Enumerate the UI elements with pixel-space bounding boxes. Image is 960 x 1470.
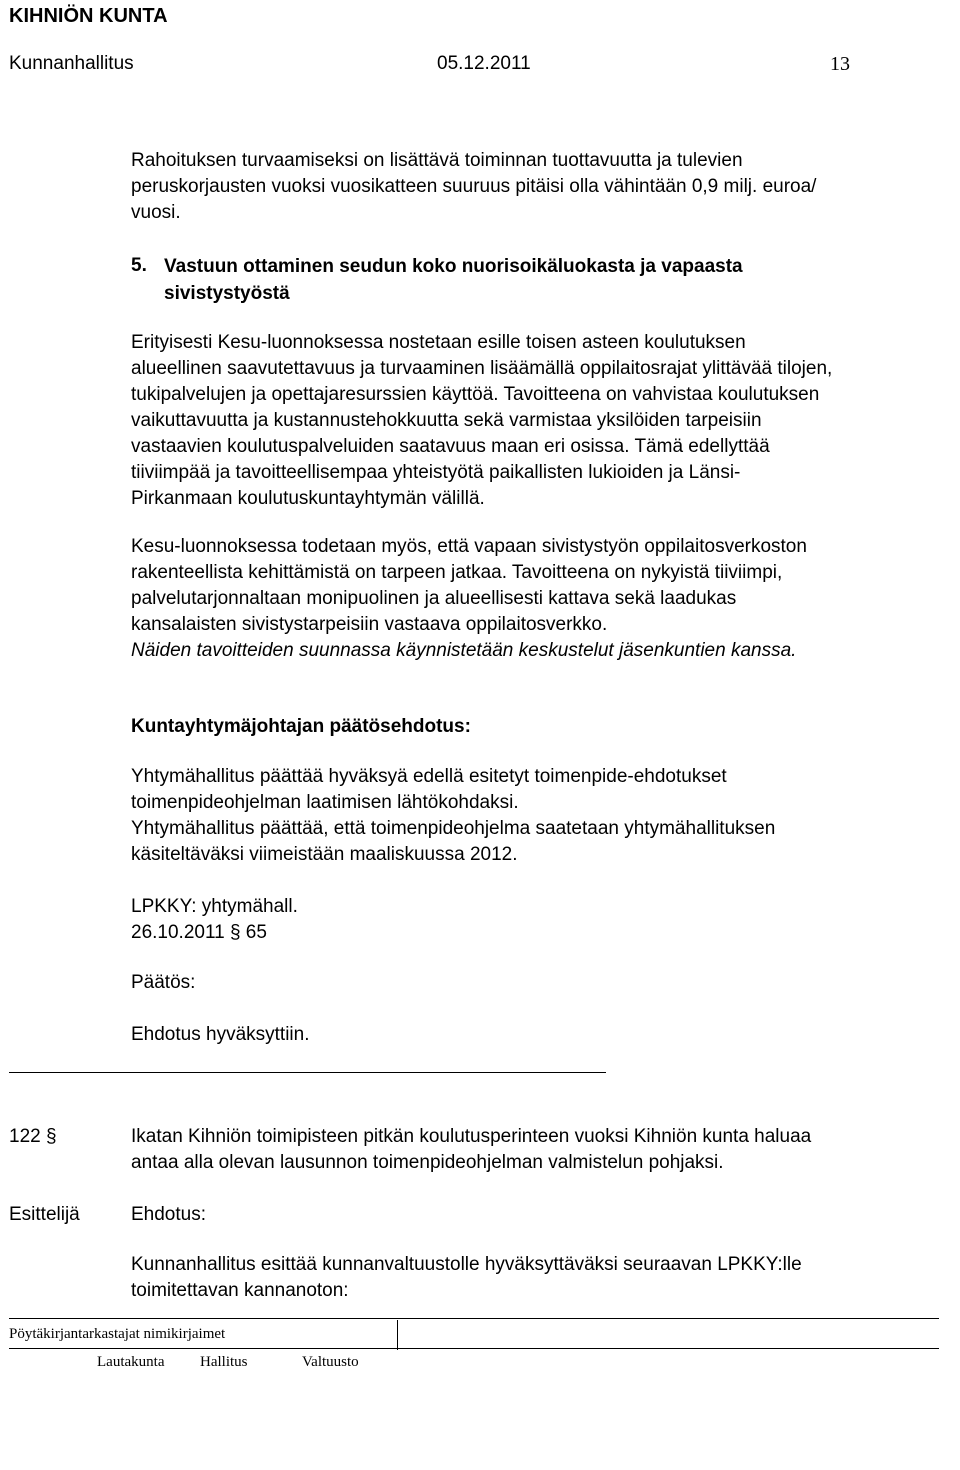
- text-line: peruskorjausten vuoksi vuosikatteen suuruus pitäisi olla vähintään 0,9 milj. euroa/: [131, 176, 817, 197]
- footer-bottom-rule: [9, 1348, 939, 1349]
- meeting-body: Kunnanhallitus: [9, 53, 134, 74]
- text-line: antaa alla olevan lausunnon toimenpideohjelman valmistelun pohjaksi.: [131, 1152, 724, 1173]
- footer-top-rule: [9, 1318, 939, 1319]
- text-line: kansalaisten sivistystarpeisiin vastaava oppilaitosverkko.: [131, 614, 608, 635]
- meeting-date: 05.12.2011: [437, 53, 531, 74]
- text-line: Yhtymähallitus päättää hyväksyä edellä esitetyt toimenpide-ehdotukset: [131, 766, 727, 787]
- proposal-text: [131, 764, 951, 868]
- item-text: [131, 1124, 951, 1176]
- italic-note: Näiden tavoitteiden suunnassa käynnistetään keskustelut jäsenkuntien kanssa.: [131, 640, 797, 661]
- reference-line: 26.10.2011 § 65: [131, 922, 267, 943]
- reference: [131, 894, 951, 946]
- text-line: käsiteltäväksi viimeistään maaliskuussa 2012.: [131, 844, 518, 865]
- text-line: Kunnanhallitus esittää kunnanvaltuustolle hyväksyttäväksi seuraavan LPKKY:lle: [131, 1254, 802, 1275]
- proposal-heading: Kuntayhtymäjohtajan päätösehdotus:: [131, 716, 471, 737]
- text-line: rakenteellista kehittämistä on tarpeen jatkaa. Tavoitteena on nykyistä tiiviimpi,: [131, 562, 783, 583]
- footer-col-government: Hallitus: [200, 1354, 248, 1370]
- footer-col-board: Lautakunta: [97, 1354, 165, 1370]
- footer-inspectors: Pöytäkirjantarkastajat nimikirjaimet: [9, 1326, 226, 1342]
- footer-col-council: Valtuusto: [302, 1354, 359, 1370]
- proposal-label: Ehdotus:: [131, 1204, 206, 1225]
- section-title-line: sivistystyöstä: [164, 283, 290, 304]
- text-line: vuosi.: [131, 202, 181, 223]
- footer-divider: [397, 1320, 398, 1350]
- reference-line: LPKKY: yhtymähall.: [131, 896, 298, 917]
- text-line: palvelutarjonnaltaan monipuolinen ja alueellisesti kattava sekä laadukas: [131, 588, 737, 609]
- board-proposal: [131, 1252, 951, 1304]
- text-line: Ikatan Kihniön toimipisteen pitkän koulutusperinteen vuoksi Kihniön kunta haluaa: [131, 1126, 812, 1147]
- section5-paragraph-1: [131, 330, 951, 512]
- text-line: Rahoituksen turvaamiseksi on lisättävä toiminnan tuottavuutta ja tulevien: [131, 150, 743, 171]
- text-line: Yhtymähallitus päättää, että toimenpideohjelma saatetaan yhtymähallituksen: [131, 818, 776, 839]
- intro-paragraph: [131, 148, 951, 226]
- section-number: 5.: [131, 255, 147, 276]
- text-line: alueellinen saavutettavuus ja turvaaminen lisäämällä oppilaitosrajat ylittävää tilojen,: [131, 358, 833, 379]
- municipality-name: KIHNIÖN KUNTA: [9, 5, 168, 27]
- decision-text: Ehdotus hyväksyttiin.: [131, 1024, 310, 1045]
- text-line: vastaavien koulutuspalveluiden saatavuus maan eri osissa. Tämä edellyttää: [131, 436, 770, 457]
- text-line: Erityisesti Kesu-luonnoksessa nostetaan esille toisen asteen koulutuksen: [131, 332, 746, 353]
- section-separator: [9, 1072, 606, 1073]
- section5-paragraph-2: [131, 534, 951, 664]
- text-line: toimitettavan kannanoton:: [131, 1280, 349, 1301]
- page-number: 13: [830, 53, 850, 75]
- text-line: vaikuttavuutta ja kustannustehokkuutta sekä varmistaa yksilöiden tarpeisiin: [131, 410, 762, 431]
- text-line: Pirkanmaan koulutuskuntayhtymän välillä.: [131, 488, 485, 509]
- text-line: tiiviimpää ja tavoitteellisempaa yhteistyötä paikallisten lukioiden ja Länsi-: [131, 462, 741, 483]
- presenter-label: Esittelijä: [9, 1204, 80, 1225]
- text-line: tukipalvelujen ja opettajaresurssien käyttöä. Tavoitteena on vahvistaa koulutuksen: [131, 384, 820, 405]
- text-line: toimenpideohjelman laatimisen lähtökohdaksi.: [131, 792, 519, 813]
- section-title-line: Vastuun ottaminen seudun koko nuorisoikäluokasta ja vapaasta: [164, 256, 743, 277]
- text-line: Kesu-luonnoksessa todetaan myös, että vapaan sivistystyön oppilaitosverkoston: [131, 536, 807, 557]
- decision-label: Päätös:: [131, 972, 196, 993]
- section-title: [164, 253, 743, 307]
- item-number: 122 §: [9, 1126, 57, 1147]
